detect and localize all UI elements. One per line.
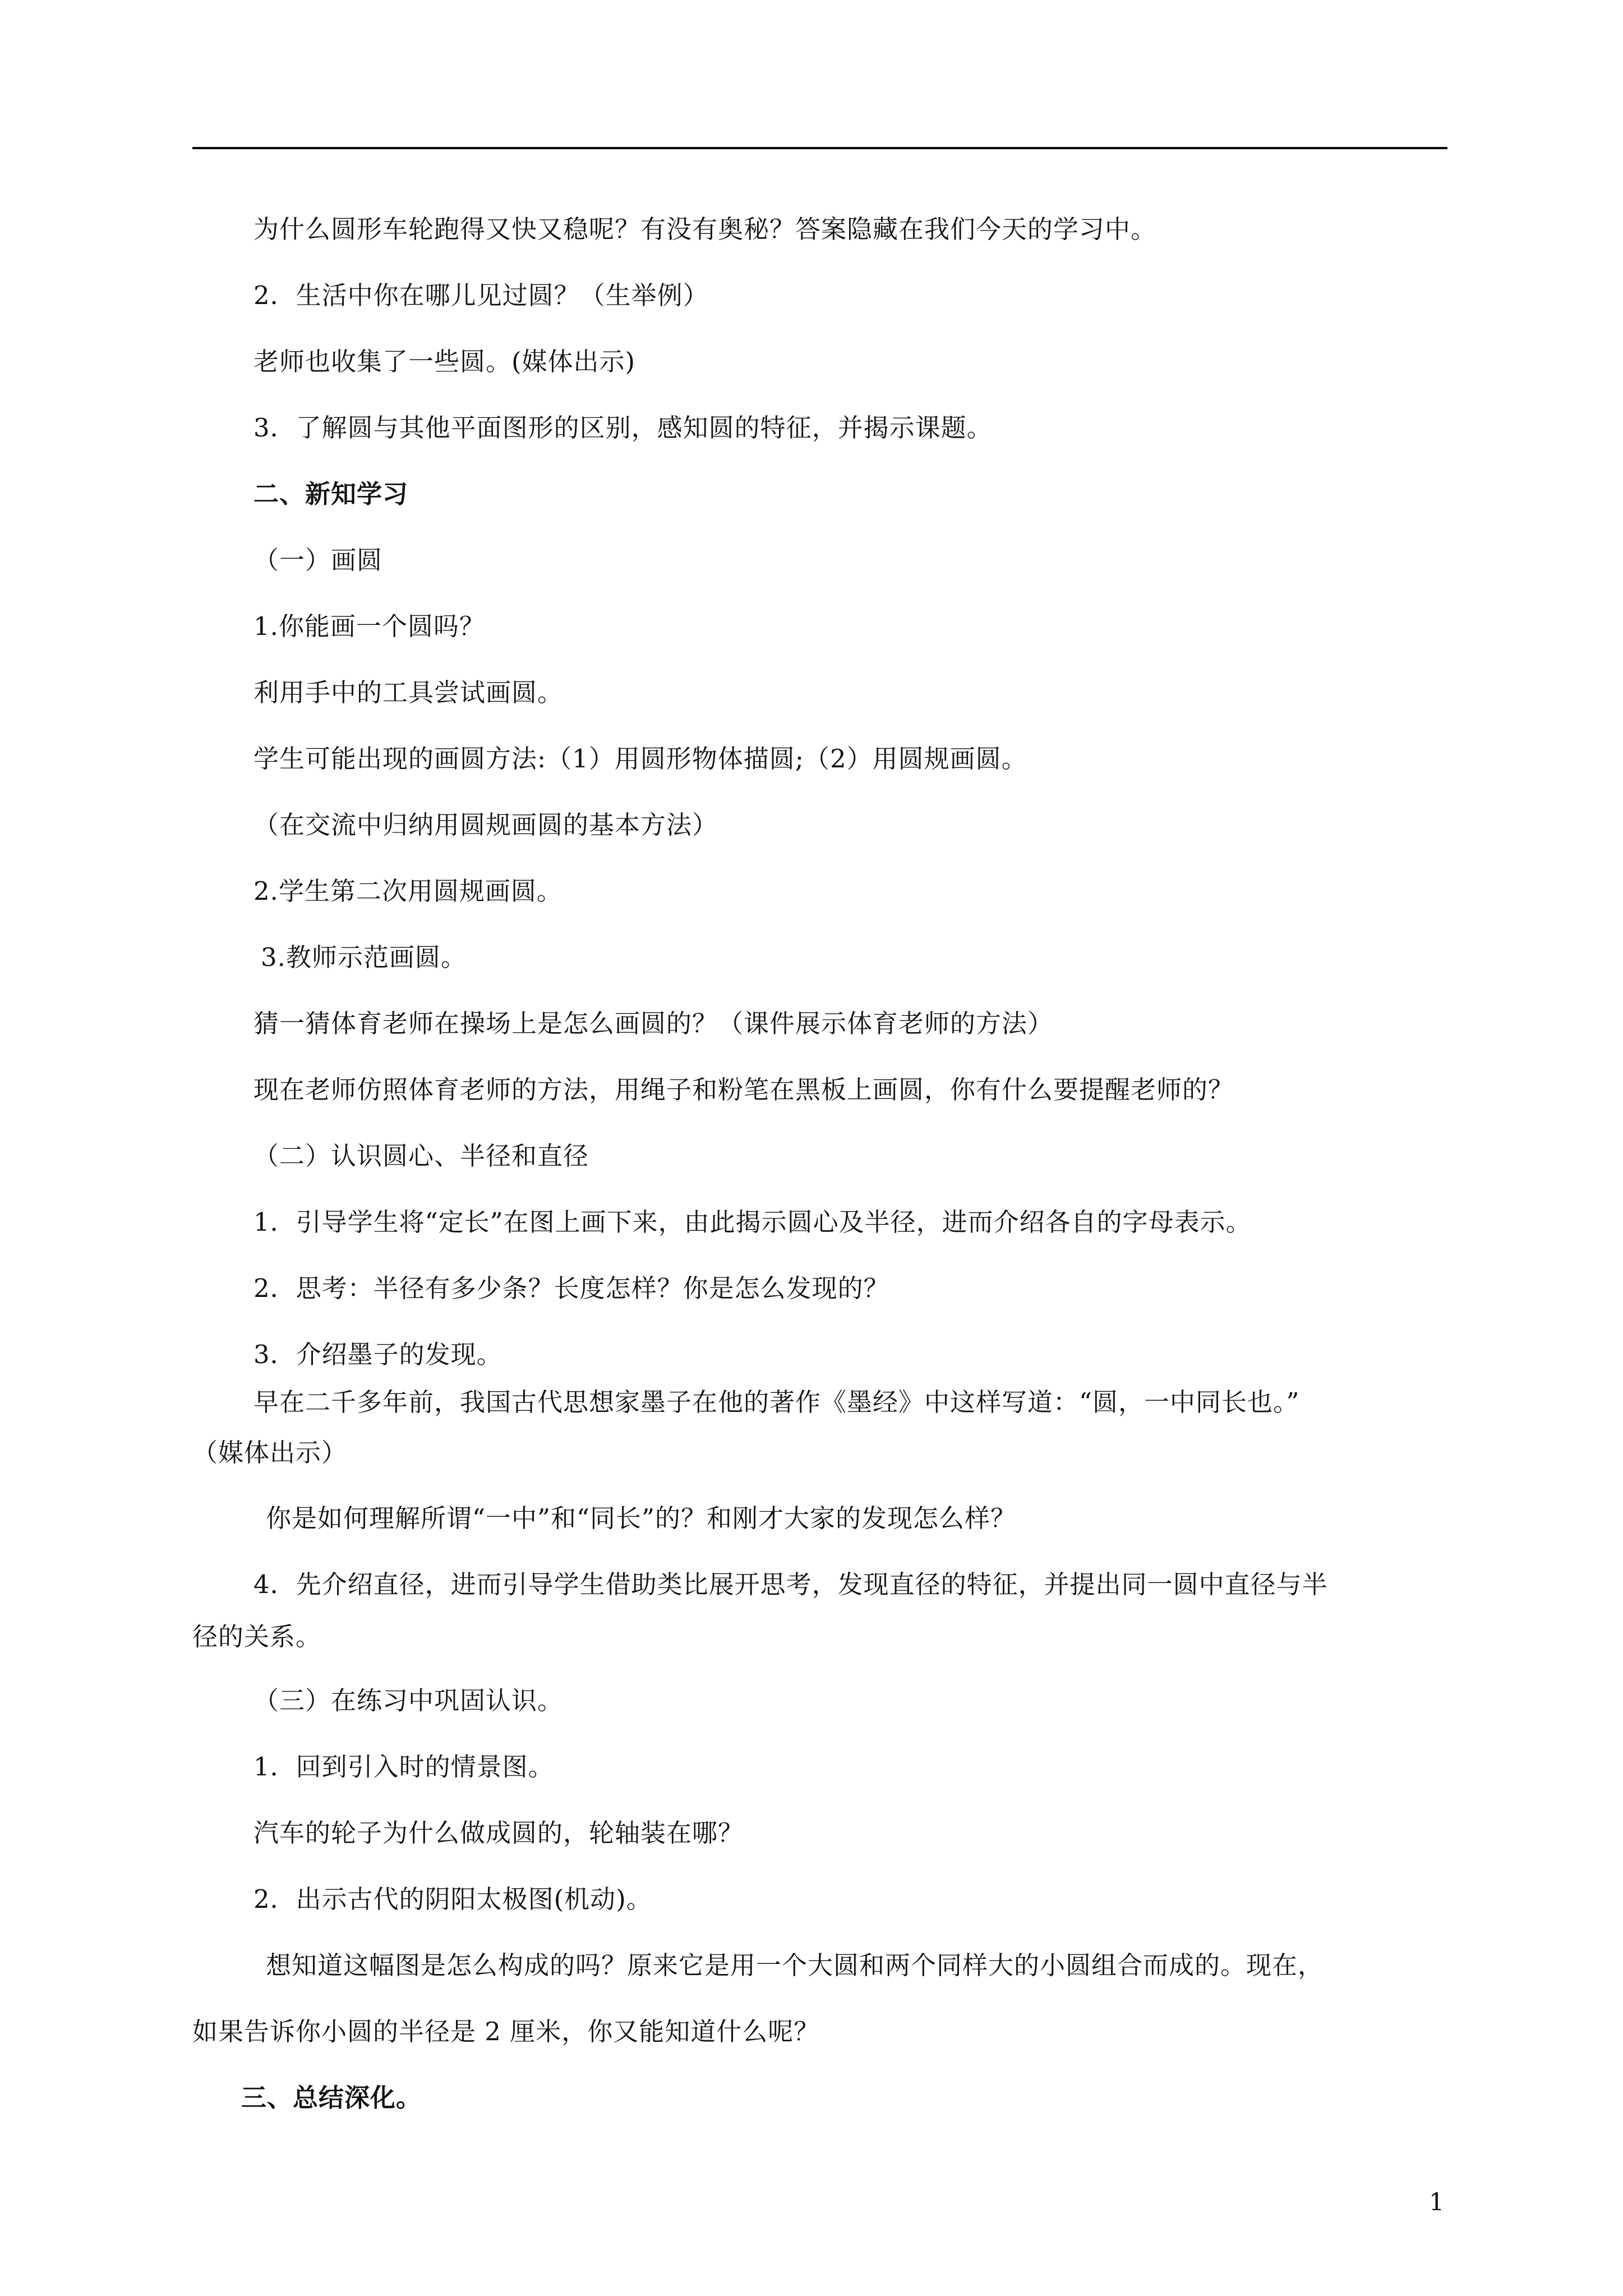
paragraph-line: 你是如何理解所谓“一中”和“同长”的？和刚才大家的发现怎么样？ bbox=[266, 1503, 1017, 1533]
paragraph-line: 2．出示古代的阴阳太极图(机动)。 bbox=[253, 1884, 652, 1914]
paragraph-line: 3．介绍墨子的发现。 bbox=[253, 1340, 502, 1369]
paragraph-line: 1.你能画一个圆吗？ bbox=[253, 611, 485, 641]
paragraph-line: 汽车的轮子为什么做成圆的，轮轴装在哪？ bbox=[253, 1818, 744, 1848]
section-heading: 三、总结深化。 bbox=[241, 2083, 422, 2113]
paragraph-line: （媒体出示） bbox=[192, 1438, 348, 1467]
header-rule bbox=[192, 147, 1447, 149]
paragraph-line: 1．回到引入时的情景图。 bbox=[253, 1752, 554, 1782]
paragraph-line: 1．引导学生将“定长”在图上画下来，由此揭示圆心及半径，进而介绍各自的字母表示。 bbox=[253, 1207, 1252, 1237]
paragraph-line: 现在老师仿照体育老师的方法，用绳子和粉笔在黑板上画圆，你有什么要提醒老师的？ bbox=[253, 1075, 1234, 1105]
paragraph-line: 3.教师示范画圆。 bbox=[261, 942, 467, 972]
paragraph-line: 早在二千多年前，我国古代思想家墨子在他的著作《墨经》中这样写道：“圆，一中同长也。” bbox=[253, 1387, 1300, 1417]
paragraph-line: 2．生活中你在哪儿见过圆？（生举例） bbox=[253, 280, 709, 310]
paragraph-line: 3．了解圆与其他平面图形的区别，感知圆的特征，并揭示课题。 bbox=[253, 413, 993, 443]
subsection-heading: （二）认识圆心、半径和直径 bbox=[253, 1141, 589, 1171]
paragraph-line: 老师也收集了一些圆。(媒体出示) bbox=[253, 347, 636, 376]
paragraph-line: 径的关系。 bbox=[192, 1622, 322, 1651]
paragraph-line: 利用手中的工具尝试画圆。 bbox=[253, 678, 564, 707]
paragraph-line: 为什么圆形车轮跑得又快又稳呢？有没有奥秘？答案隐藏在我们今天的学习中。 bbox=[253, 214, 1157, 244]
paragraph-line: 4．先介绍直径，进而引导学生借助类比展开思考，发现直径的特征，并提出同一圆中直径与半 bbox=[253, 1570, 1328, 1599]
paragraph-line: （在交流中归纳用圆规画圆的基本方法） bbox=[253, 810, 718, 840]
paragraph-line: 2.学生第二次用圆规画圆。 bbox=[253, 876, 562, 906]
subsection-heading: （三）在练习中巩固认识。 bbox=[253, 1686, 564, 1715]
section-heading: 二、新知学习 bbox=[253, 479, 409, 509]
page-number: 1 bbox=[1429, 2188, 1445, 2216]
paragraph-line: 想知道这幅图是怎么构成的吗？原来它是用一个大圆和两个同样大的小圆组合而成的。现在， bbox=[266, 1950, 1324, 1980]
subsection-heading: （一）画圆 bbox=[253, 545, 383, 575]
paragraph-line: 学生可能出现的画圆方法:（1）用圆形物体描圆;（2）用圆规画圆。 bbox=[253, 744, 1027, 774]
paragraph-line: 如果告诉你小圆的半径是 2 厘米，你又能知道什么呢？ bbox=[192, 2017, 820, 2046]
paragraph-line: 2．思考：半径有多少条？长度怎样？你是怎么发现的？ bbox=[253, 1273, 889, 1303]
paragraph-line: 猜一猜体育老师在操场上是怎么画圆的？（课件展示体育老师的方法） bbox=[253, 1009, 1054, 1038]
